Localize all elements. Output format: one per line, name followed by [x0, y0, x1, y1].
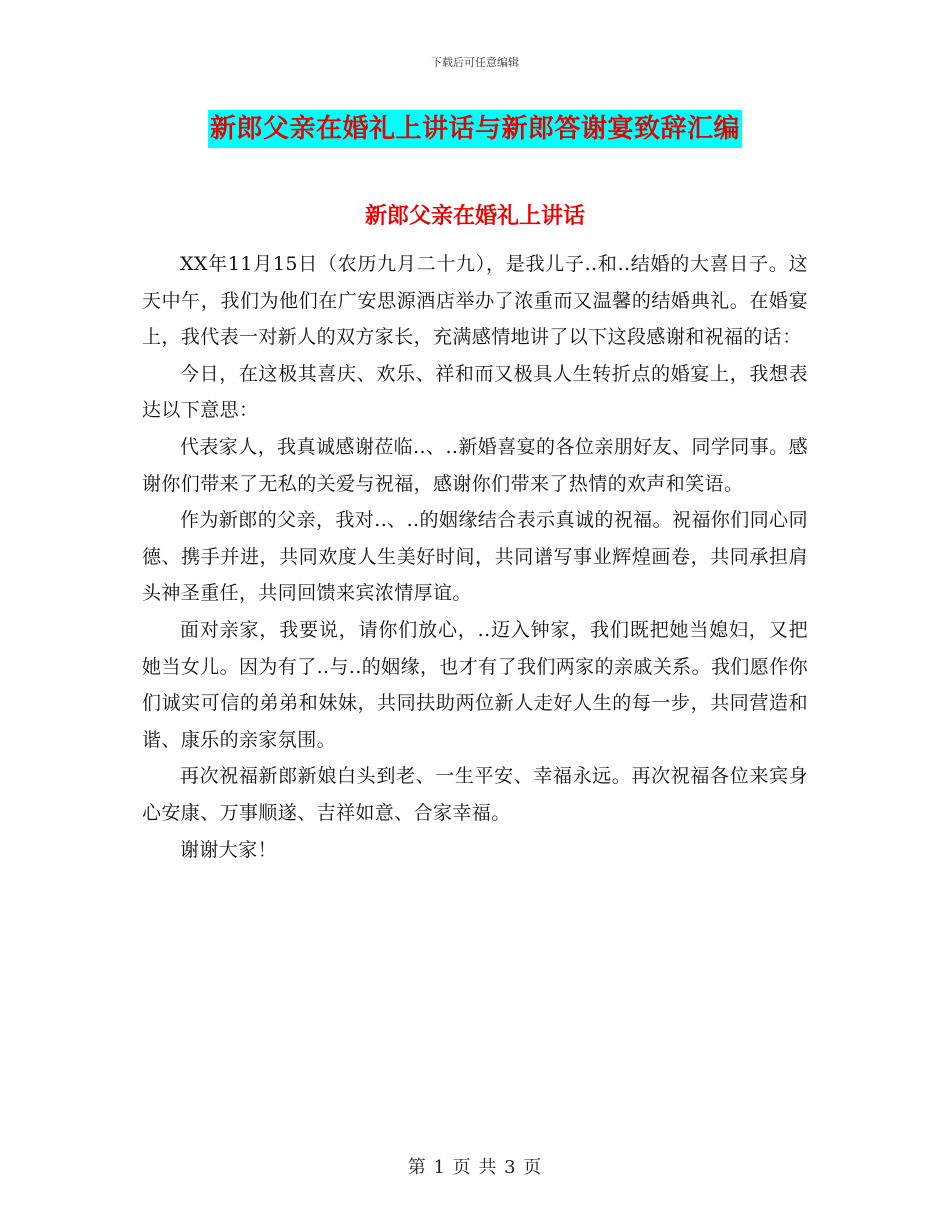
document-title: 新郎父亲在婚礼上讲话与新郎答谢宴致辞汇编 — [208, 110, 742, 148]
document-title-container — [0, 110, 950, 148]
paragraph-7: 谢谢大家！ — [180, 838, 278, 861]
paragraph-3: 代表家人，我真诚感谢莅临..、..新婚喜宴的各位亲朋好友、同学同事。感谢你们带来了无私的关爱与祝福，感谢你们带来了热情的欢声和笑语。 — [142, 435, 808, 495]
paragraph-6: 再次祝福新郎新娘白头到老、一生平安、幸福永远。再次祝福各位来宾身心安康、万事顺遂、吉祥如意、合家幸福。 — [142, 765, 808, 824]
section-title: 新郎父亲在婚礼上讲话 — [364, 203, 585, 229]
paragraph-1: XX年11月15日（农历九月二十九），是我儿子..和..结婚的大喜日子。这天中午，我们为他们在广安思源酒店举办了浓重而又温馨的结婚典礼。在婚宴上，我代表一对新人的双方家长，充满感情地讲了以下这段感谢和祝福的话： — [142, 253, 808, 349]
paragraph-5: 面对亲家，我要说，请你们放心，..迈入钟家，我们既把她当媳妇，又把她当女儿。因为有了..与..的姻缘，也才有了我们两家的亲戚关系。我们愿作你们诚实可信的弟弟和妹妹，共同扶助两位新人走好人生的每一步，共同营造和谐、康乐的亲家氛围。 — [142, 618, 808, 751]
paragraph-2: 今日，在这极其喜庆、欢乐、祥和而又极具人生转折点的婚宴上，我想表达以下意思： — [142, 362, 808, 422]
page-number: 第 1 页 共 3 页 — [407, 1157, 543, 1178]
paragraph-4: 作为新郎的父亲，我对..、..的姻缘结合表示真诚的祝福。祝福你们同心同德、携手并进，共同欢度人生美好时间，共同谱写事业辉煌画卷，共同承担肩头神圣重任，共同回馈来宾浓情厚谊。 — [142, 509, 808, 605]
document-body — [142, 246, 808, 868]
page-header-note: 下载后可任意编辑 — [431, 56, 519, 69]
